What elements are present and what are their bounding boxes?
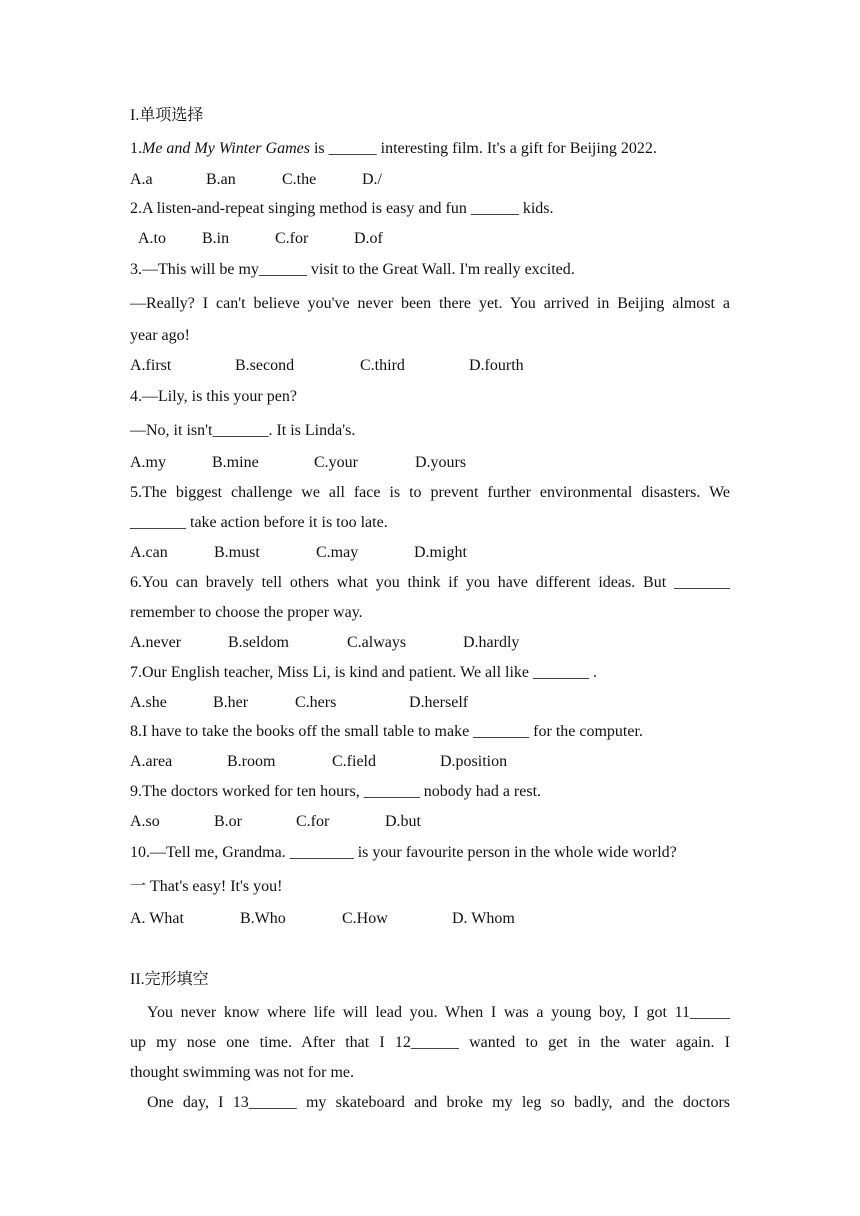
- question-8: 8.I have to take the books off the small table to make _______ for the computer.: [130, 723, 643, 740]
- question-10-line: 一 That's easy! It's you!: [130, 878, 283, 895]
- option-d[interactable]: D.but: [385, 813, 421, 830]
- film-title: Me and My Winter Games: [142, 140, 310, 157]
- option-b[interactable]: B.room: [227, 753, 276, 770]
- passage-line: thought swimming was not for me.: [130, 1064, 354, 1081]
- question-3-line: —Really? I can't believe you've never been there yet. You arrived in Beijing almost a: [130, 295, 730, 312]
- option-a[interactable]: A.she: [130, 694, 167, 711]
- option-b[interactable]: B.mine: [212, 454, 259, 471]
- option-a[interactable]: A.can: [130, 544, 168, 561]
- option-c[interactable]: C.hers: [295, 694, 337, 711]
- question-3: 3.—This will be my______ visit to the Great Wall. I'm really excited.: [130, 261, 575, 278]
- option-b[interactable]: B.in: [202, 230, 230, 247]
- option-c[interactable]: C.How: [342, 910, 388, 927]
- option-c[interactable]: C.for: [296, 813, 330, 830]
- option-c[interactable]: C.field: [332, 753, 376, 770]
- question-9: 9.The doctors worked for ten hours, _______ nobody had a rest.: [130, 783, 542, 800]
- option-b[interactable]: B.seldom: [228, 634, 289, 651]
- option-a[interactable]: A.first: [130, 357, 172, 374]
- option-b[interactable]: B.her: [213, 694, 249, 711]
- option-c[interactable]: C.your: [314, 454, 358, 471]
- question-3-line: year ago!: [130, 327, 190, 344]
- option-a[interactable]: A.to: [138, 230, 166, 247]
- question-6: 6.You can bravely tell others what you think if you have different ideas. But _______: [130, 574, 730, 591]
- option-d[interactable]: D.herself: [409, 694, 469, 711]
- question-text: is ______ interesting film. It's a gift for Beijing 2022.: [309, 140, 657, 157]
- question-1: [130, 139, 730, 159]
- option-d[interactable]: D. Whom: [452, 910, 515, 927]
- option-b[interactable]: B.second: [235, 357, 295, 374]
- passage-line: One day, I 13______ my skateboard and broke my leg so badly, and the doctors: [147, 1094, 730, 1111]
- option-d[interactable]: D.position: [440, 753, 508, 770]
- option-d[interactable]: D.of: [354, 230, 383, 247]
- option-a[interactable]: A.a: [130, 171, 153, 188]
- option-c[interactable]: C.for: [275, 230, 309, 247]
- option-a[interactable]: A. What: [130, 910, 184, 927]
- question-5-line: _______ take action before it is too late.: [130, 514, 388, 531]
- option-b[interactable]: B.must: [214, 544, 260, 561]
- question-5: 5.The biggest challenge we all face is to prevent further environmental disasters. We: [130, 484, 730, 501]
- option-b[interactable]: B.an: [206, 171, 236, 188]
- option-d[interactable]: D.yours: [415, 454, 467, 471]
- option-c[interactable]: C.third: [360, 357, 405, 374]
- option-c[interactable]: C.the: [282, 171, 317, 188]
- option-b[interactable]: B.Who: [240, 910, 286, 927]
- question-number: 1.: [130, 140, 142, 157]
- option-a[interactable]: A.never: [130, 634, 182, 651]
- option-c[interactable]: C.may: [316, 544, 359, 561]
- question-7: 7.Our English teacher, Miss Li, is kind and patient. We all like _______ .: [130, 664, 598, 681]
- passage-line: You never know where life will lead you. When I was a young boy, I got 11_____: [147, 1004, 730, 1021]
- option-d[interactable]: D.fourth: [469, 357, 524, 374]
- question-2: 2.A listen-and-repeat singing method is easy and fun ______ kids.: [130, 200, 554, 217]
- option-a[interactable]: A.so: [130, 813, 160, 830]
- option-a[interactable]: A.area: [130, 753, 173, 770]
- section-title: II.完形填空: [130, 971, 209, 988]
- option-a[interactable]: A.my: [130, 454, 166, 471]
- question-6-line: remember to choose the proper way.: [130, 604, 363, 621]
- option-d[interactable]: D.might: [414, 544, 467, 561]
- question-4-line: —No, it isn't_______. It is Linda's.: [130, 422, 356, 439]
- passage-line: up my nose one time. After that I 12______ wanted to get in the water again. I: [130, 1034, 730, 1051]
- option-d[interactable]: D.hardly: [463, 634, 520, 651]
- option-b[interactable]: B.or: [214, 813, 242, 830]
- question-4: 4.—Lily, is this your pen?: [130, 388, 297, 405]
- option-c[interactable]: C.always: [347, 634, 407, 651]
- question-10: 10.—Tell me, Grandma. ________ is your favourite person in the whole wide world?: [130, 844, 677, 861]
- section-title: I.单项选择: [130, 107, 204, 124]
- option-d[interactable]: D./: [362, 171, 382, 188]
